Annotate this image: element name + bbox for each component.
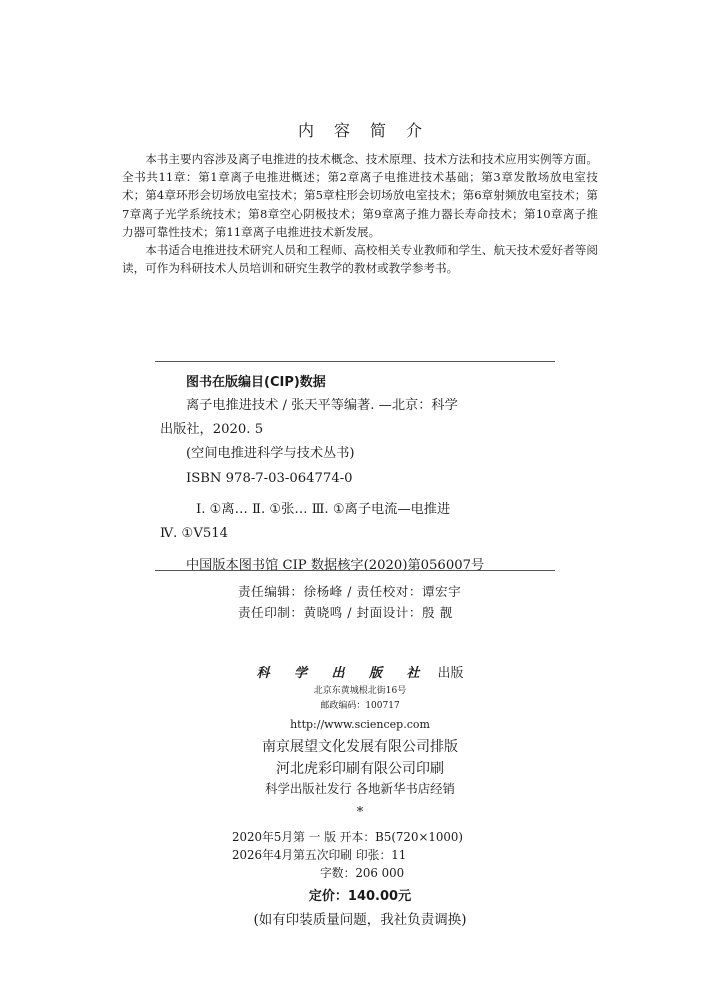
cip-classification-cont: Ⅳ. ①V514 (160, 526, 229, 541)
printer: 河北虎彩印刷有限公司印刷 (276, 761, 444, 777)
summary-paragraph: 本书适合电推进技术研究人员和工程师、高校相关专业教师和学生、航天技术爱好者等阅读，可作为科研技术人员培训和研究生教学的教材或教学参考书。 (122, 243, 598, 276)
cip-block (160, 372, 560, 578)
publisher-name-line (0, 662, 720, 681)
word-count: 字数：206 000 (320, 866, 405, 880)
divider-bottom (155, 570, 555, 571)
cip-series-line: (空间电推进科学与技术丛书) (186, 446, 355, 461)
divider-top (155, 361, 555, 362)
cip-publisher-line: 出版社，2020. 5 (160, 422, 264, 437)
price-value: 140.00元 (347, 889, 412, 904)
price-line (0, 885, 720, 904)
imprint-block (0, 828, 720, 882)
editor-line: 责任印制：黄晓鸣 / 封面设计：殷 靓 (238, 605, 453, 620)
editor-line: 责任编辑：徐杨峰 / 责任校对：谭宏宇 (238, 584, 462, 599)
price-label: 定价： (308, 889, 348, 904)
edition-line: 2020年5月第 一 版 开本：B5(720×1000) (232, 830, 463, 844)
cip-heading: 图书在版编目(CIP)数据 (186, 375, 326, 390)
typesetter: 南京展望文化发展有限公司排版 (262, 739, 458, 755)
publisher-name: 科 学 出 版 社 (256, 666, 430, 681)
quality-notice: (如有印装质量问题，我社负责调换) (253, 912, 467, 928)
publisher-block (0, 662, 720, 822)
distribution: 科学出版社发行 各地新华书店经销 (265, 781, 455, 796)
separator-star: * (356, 805, 364, 820)
summary-paragraph: 本书主要内容涉及离子电推进的技术概念、技术原理、技术方法和技术应用实例等方面。全书共11章：第1章离子电推进概述；第2章离子电推进技术基础；第3章发散场放电室技术；第4章环形会切场放电室技术；第5章柱形会切场放电室技术；第6章射频放电室技术；第7章离子光学系统技术；第8章空心阴极技术；第9章离子推力器长寿命技术；第10章离子推力器可靠性技术；第11章离子电推进技术新发展。 (122, 152, 598, 239)
publisher-url: http://www.sciencep.com (290, 718, 430, 731)
cip-title-line: 离子电推进技术 / 张天平等编著. —北京：科学 (186, 398, 458, 413)
cip-classification: Ⅰ. ①离… Ⅱ. ①张… Ⅲ. ①离子电流—电推进 (196, 502, 451, 517)
publisher-address: 北京东黄城根北街16号 (313, 686, 407, 696)
cip-verify-number: 中国版本图书馆 CIP 数据核字(2020)第056007号 (186, 558, 485, 573)
editors-block (0, 581, 720, 623)
publisher-suffix: 出版 (437, 666, 464, 681)
cip-isbn: ISBN 978-7-03-064774-0 (186, 471, 353, 486)
summary-title: 内容简介 (297, 121, 442, 140)
printing-line: 2026年4月第五次印刷 印张：11 (232, 848, 407, 862)
publisher-postcode: 邮政编码：100717 (320, 701, 400, 711)
summary-text (122, 150, 598, 277)
